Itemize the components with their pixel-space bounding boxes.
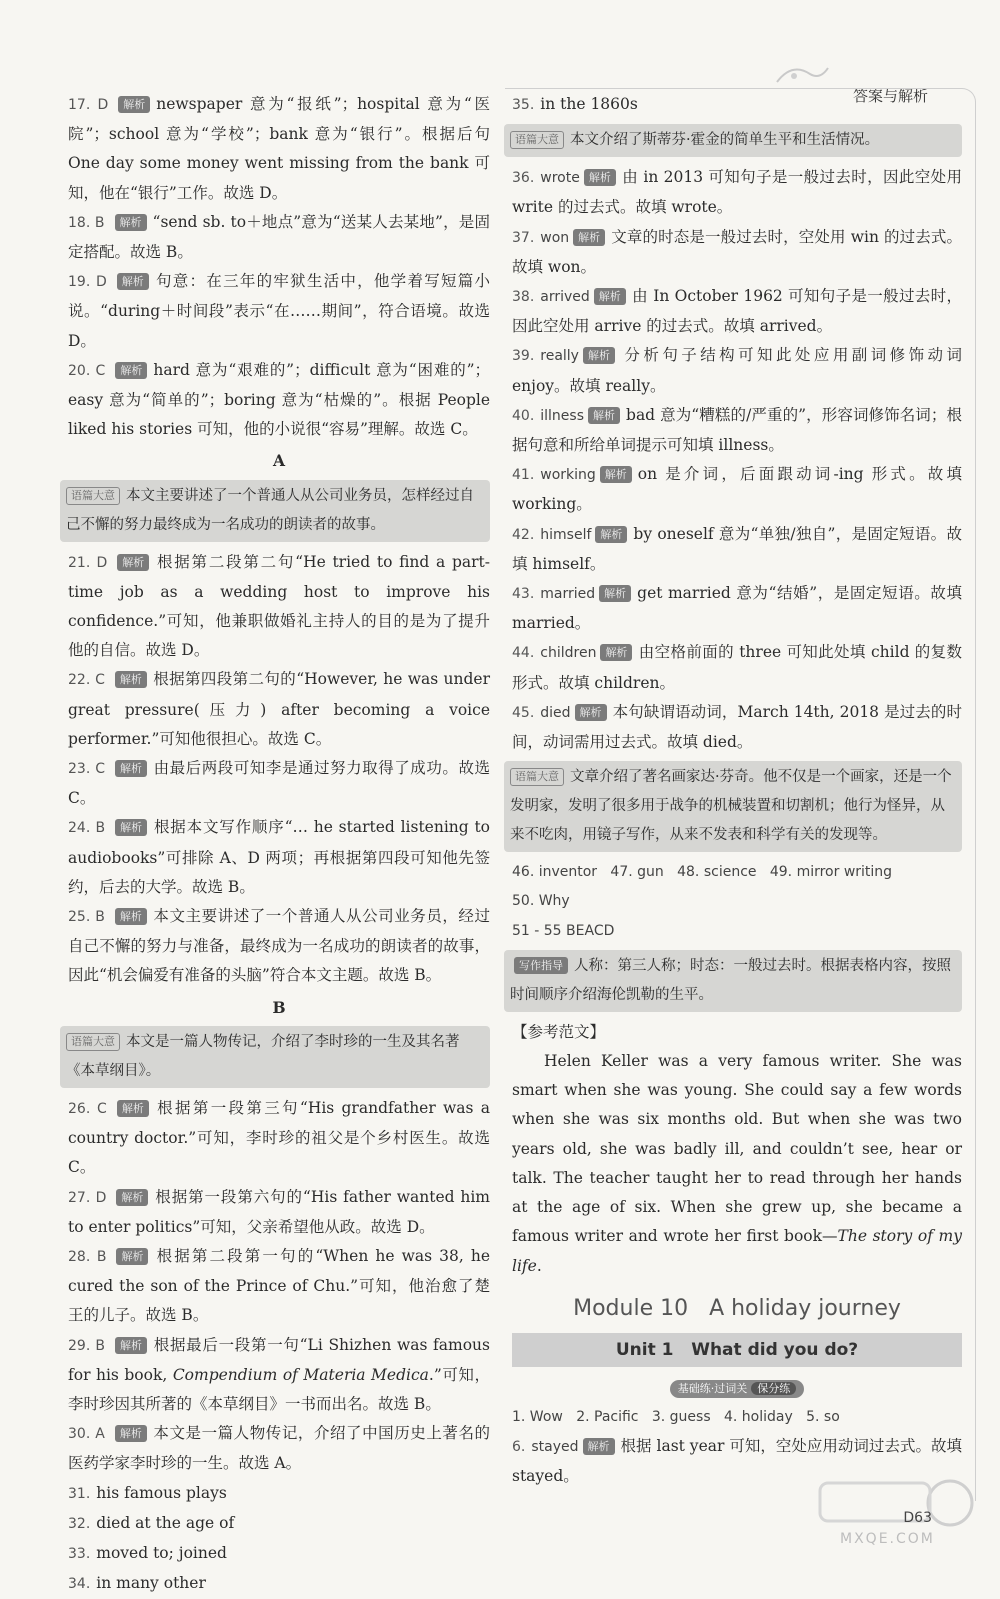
analysis-tag: 解析 — [115, 362, 147, 379]
item-answer: died — [540, 704, 571, 721]
item-text: newspaper 意为“报纸”；hospital 意为“医院”；school 意为“学校”；bank 意为“银行”。根据后句 One day some money went missing from the bank 可知，他在“银行”工作。故选 D。 — [68, 95, 490, 202]
item-text: 分析句子结构可知此处应用副词修饰动词 enjoy。故填 really。 — [512, 346, 962, 395]
item-text: 由最后两段可知李是通过努力取得了成功。故选 C。 — [68, 759, 490, 808]
item-text: died at the age of — [96, 1513, 235, 1532]
essay-text: Helen Keller was a very famous writer. She was smart when she was young. She could say a few words when she was six months old. But when she was two years old, she was badly ill, and couldn’t see, hear or talk. The teacher taught her to read through her hands at the age of six. When she grew up, she became a famous writer and wrote her first book— — [512, 1052, 962, 1246]
item-number: 24. B — [68, 820, 106, 837]
watermark-logo-icon — [800, 1475, 980, 1551]
item-text: 根据第二段第二句“He tried to find a part-time job as a wedding host to improve his confidence.”可知，他兼职做婚礼主持人的目的是为了提升他的自信。故选 D。 — [68, 552, 490, 660]
item-text: 根据第一段第三句“His grandfather was a country doctor.”可知，李时珍的祖父是个乡村医生。故选 C。 — [68, 1098, 490, 1177]
item-text: 文章的时态是一般过去时，空处用 win 的过去式。故填 won。 — [512, 227, 962, 276]
answer-item-29 — [68, 1331, 490, 1420]
answer-item — [68, 902, 490, 991]
right-column — [512, 90, 962, 1491]
item-number: 30. A — [68, 1426, 105, 1443]
item-answer: himself — [540, 526, 592, 543]
summary-text-a: 本文主要讲述了一个普通人从公司业务员，怎样经过自己不懈的努力最终成为一名成功的朗读者的故事。 — [66, 487, 474, 533]
analysis-tag: 解析 — [584, 169, 616, 186]
item-number: 19. D — [68, 274, 107, 291]
item-number: 23. C — [68, 761, 106, 778]
answer-item — [68, 1242, 490, 1331]
item-text: his famous plays — [96, 1483, 227, 1502]
answer-item — [512, 520, 962, 579]
analysis-tag: 解析 — [115, 1337, 147, 1354]
item-text: 根据 last year 可知，空处应用动词过去式。故填 stayed。 — [512, 1436, 962, 1486]
left-column — [68, 90, 490, 1599]
item-text: 句意：在三年的牢狱生活中，他学着写短篇小说。“during＋时间段”表示“在……期间”，符合语境。故选 D。 — [68, 272, 490, 350]
summary-tag: 语篇大意 — [510, 768, 564, 786]
answer-list-21-25 — [68, 548, 490, 991]
answer-list-26-28 — [68, 1094, 490, 1331]
item-answer: won — [540, 229, 570, 246]
item-number: 39. — [512, 348, 535, 365]
summary-box-a — [60, 480, 490, 542]
analysis-tag: 解析 — [595, 526, 627, 543]
item-text: 本文主要讲述了一个普通人从公司业务员，经过自己不懈的努力与准备，最终成为一名成功的朗读者的故事，因此“机会偏爱有准备的头脑”符合本文主题。故选 B。 — [68, 907, 490, 985]
answer-list-36-45 — [512, 163, 962, 757]
answer-item — [512, 223, 962, 282]
analysis-tag: 解析 — [115, 1425, 147, 1442]
unit-title: Unit 1 What did you do? — [512, 1333, 962, 1367]
answer-item — [68, 548, 490, 666]
answer-item — [68, 1094, 490, 1183]
analysis-tag: 解析 — [115, 760, 147, 777]
reference-label: 【参考范文】 — [512, 1022, 606, 1041]
item-number: 42. — [512, 526, 535, 543]
item-number: 6. — [512, 1438, 526, 1455]
item-answer: really — [540, 348, 579, 365]
practice-chip — [512, 1375, 962, 1399]
analysis-tag: 解析 — [588, 407, 620, 424]
summary-text-c: 本文介绍了斯蒂芬·霍金的简单生平和生活情况。 — [570, 132, 880, 149]
summary-tag: 语篇大意 — [66, 487, 120, 505]
analysis-tag: 解析 — [600, 644, 632, 661]
book-title: Compendium of Materia Medica — [172, 1365, 429, 1384]
answer-item — [68, 754, 490, 813]
answer-50: 50. Why — [512, 893, 570, 910]
item-answer: illness — [540, 407, 585, 424]
answer-item — [512, 460, 962, 519]
chip-badge: 保分练 — [751, 1382, 796, 1395]
item-number: 29. B — [68, 1337, 106, 1354]
item-text: get married 意为“结婚”，是固定短语。故填 married。 — [512, 584, 962, 633]
reference-essay — [512, 1047, 962, 1281]
answer-item — [512, 579, 962, 638]
item-text: 本句缺谓语动词，March 14th, 2018 是过去的时间，动词需用过去式。故填 died。 — [512, 702, 962, 752]
practice-chip-label — [670, 1380, 805, 1398]
item-number: 37. — [512, 229, 535, 246]
answer-item — [512, 401, 962, 460]
item-number: 25. B — [68, 909, 105, 926]
answers-51-55: 51 - 55 BEACD — [512, 922, 615, 939]
analysis-tag: 解析 — [118, 96, 150, 113]
analysis-tag: 解析 — [115, 908, 147, 925]
item-text: on 是介词，后面跟动词-ing 形式。故填 working。 — [512, 465, 962, 514]
analysis-tag: 解析 — [116, 1248, 148, 1265]
summary-text-b: 本文是一篇人物传记，介绍了李时珍的一生及其名著《本草纲目》。 — [66, 1033, 460, 1079]
chip-text: 基础练·过词关 — [677, 1381, 748, 1395]
summary-box-c — [504, 124, 962, 157]
analysis-tag: 解析 — [594, 288, 626, 305]
analysis-tag: 解析 — [117, 1100, 149, 1117]
module-title: Module 10 A holiday journey — [573, 1295, 901, 1321]
item-number: 40. — [512, 407, 535, 424]
header-title: 答案与解析 — [852, 87, 928, 105]
item-text: 本文是一篇人物传记，介绍了中国历史上著名的医药学家李时珍的一生。故选 A。 — [68, 1424, 490, 1473]
item-answer: wrote — [540, 170, 580, 187]
analysis-tag: 解析 — [115, 671, 147, 688]
summary-box-d — [504, 761, 962, 852]
item-number: 33. — [68, 1545, 91, 1562]
item-text: in many other — [96, 1574, 206, 1593]
item-text: .”可知，李时珍因其所著的《本草纲目》一书而出名。故选 B。 — [68, 1365, 491, 1413]
answer-item — [68, 90, 490, 208]
section-letter-a: A — [272, 451, 286, 471]
item-text: 根据第二段第一句的“When he was 38, he cured the son of the Prince of Chu.”可知，他治愈了楚王的儿子。故选 B。 — [68, 1246, 490, 1325]
answers-1-5: 1. Wow 2. Pacific 3. guess 4. holiday 5. so — [512, 1408, 840, 1425]
answer-item — [512, 163, 962, 222]
item-number: 32. — [68, 1515, 91, 1532]
item-answer: stayed — [531, 1438, 579, 1455]
summary-tag: 语篇大意 — [510, 131, 564, 149]
item-text: by oneself 意为“单独/独自”，是固定短语。故填 himself。 — [512, 524, 962, 573]
item-number: 43. — [512, 586, 535, 603]
answer-item — [512, 638, 962, 697]
answers-46-49: 46. inventor 47. gun 48. science 49. mirror writing — [512, 864, 893, 881]
answer-item — [68, 208, 490, 267]
item-number: 17. D — [68, 97, 109, 113]
answer-item — [68, 1183, 490, 1242]
item-number: 41. — [512, 467, 535, 484]
analysis-tag: 解析 — [115, 819, 147, 836]
answer-item-35 — [512, 90, 962, 120]
analysis-tag: 解析 — [600, 466, 632, 483]
item-number: 36. — [512, 170, 535, 187]
item-text: 由 In October 1962 可知句子是一般过去时，因此空处用 arrive 的过去式。故填 arrived。 — [512, 287, 962, 336]
analysis-tag: 解析 — [599, 585, 631, 602]
analysis-tag: 解析 — [116, 1189, 148, 1206]
item-number: 26. C — [68, 1100, 107, 1117]
summary-tag: 语篇大意 — [66, 1033, 120, 1051]
answer-item — [512, 282, 962, 341]
header-decoration-icon — [772, 58, 832, 88]
answer-item — [68, 813, 490, 902]
item-text: 根据本文写作顺序“… he started listening to audiobooks”可排除 A、D 两项；再根据第四段可知他先签约，后去的大学。故选 B。 — [68, 818, 490, 896]
item-number: 21. D — [68, 554, 108, 571]
analysis-tag: 解析 — [115, 214, 147, 231]
item-number: 38. — [512, 289, 535, 306]
item-number: 45. — [512, 704, 535, 721]
item-text: 根据第四段第二句的“However, he was under great pressure(压力) after becoming a voice performer.”可知他很担心。故选 C。 — [68, 670, 490, 748]
essay-book-title: The story of my life — [512, 1227, 963, 1275]
answer-item-30 — [68, 1419, 490, 1478]
summary-text-d: 文章介绍了著名画家达·芬奇。他不仅是一个画家，还是一个发明家，发明了很多用于战争的机械装置和切割机；他行为怪异，从来不吃肉，用镜子写作，从来不发表和科学有关的发现等。 — [510, 769, 952, 844]
item-number: 35. — [512, 97, 535, 113]
item-answer: arrived — [540, 289, 590, 306]
item-text: bad 意为“糟糕的/严重的”，形容词修饰名词；根据句意和所给单词提示可知填 illness。 — [512, 405, 962, 455]
analysis-tag: 解析 — [583, 347, 615, 364]
answer-item — [68, 665, 490, 754]
item-answer: working — [540, 467, 596, 484]
item-text: 由空格前面的 three 可知此处填 child 的复数形式。故填 children。 — [512, 643, 962, 692]
item-text: 根据第一段第六句的“His father wanted him to enter politics”可知，父亲希望他从政。故选 D。 — [68, 1187, 491, 1236]
answer-item — [512, 341, 962, 400]
answer-item — [512, 698, 962, 757]
item-answer: children — [540, 645, 597, 662]
item-number: 18. B — [68, 214, 105, 231]
essay-end: . — [536, 1256, 542, 1275]
page-number: D63 — [903, 1510, 932, 1526]
analysis-tag: 解析 — [575, 704, 607, 721]
summary-box-b — [60, 1026, 490, 1088]
item-text: 根据最后一段第一句“Li Shizhen was famous for his book, — [68, 1335, 490, 1384]
item-text: 由 in 2013 可知句子是一般过去时，因此空处用 write 的过去式。故填 wrote。 — [512, 168, 962, 217]
watermark-text: MXQE.COM — [840, 1531, 935, 1547]
item-number: 28. B — [68, 1248, 107, 1265]
writing-tag: 写作指导 — [514, 957, 568, 974]
analysis-tag: 解析 — [583, 1438, 615, 1455]
analysis-tag: 解析 — [117, 273, 149, 290]
item-text: hard 意为“艰难的”；difficult 意为“困难的”；easy 意为“简单的”；boring 意为“枯燥的”。根据 People liked his stories 可知，他的小说很“容易”理解。故选 C。 — [68, 360, 490, 439]
item-number: 31. — [68, 1485, 91, 1502]
answer-list-17-20 — [68, 90, 490, 444]
item-answer: married — [540, 586, 596, 603]
analysis-tag: 解析 — [117, 554, 149, 571]
item-number: 44. — [512, 645, 535, 662]
item-number: 20. C — [68, 362, 106, 379]
analysis-tag: 解析 — [573, 229, 605, 246]
item-number: 22. C — [68, 672, 105, 689]
item-number: 34. — [68, 1576, 91, 1593]
item-text: in the 1860s — [540, 95, 638, 113]
answer-item — [68, 356, 490, 445]
item-text: moved to; joined — [96, 1543, 227, 1562]
section-letter-b: B — [272, 997, 286, 1017]
short-answer-item — [68, 1569, 490, 1599]
writing-guide-text: 人称：第三人称；时态：一般过去时。根据表格内容，按照时间顺序介绍海伦凯勒的生平。 — [510, 957, 951, 1003]
item-number: 27. D — [68, 1189, 107, 1206]
writing-guide-box — [504, 950, 962, 1012]
answer-item — [68, 267, 490, 356]
item-text: “send sb. to＋地点”意为“送某人去某地”，是固定搭配。故选 B。 — [68, 212, 490, 262]
